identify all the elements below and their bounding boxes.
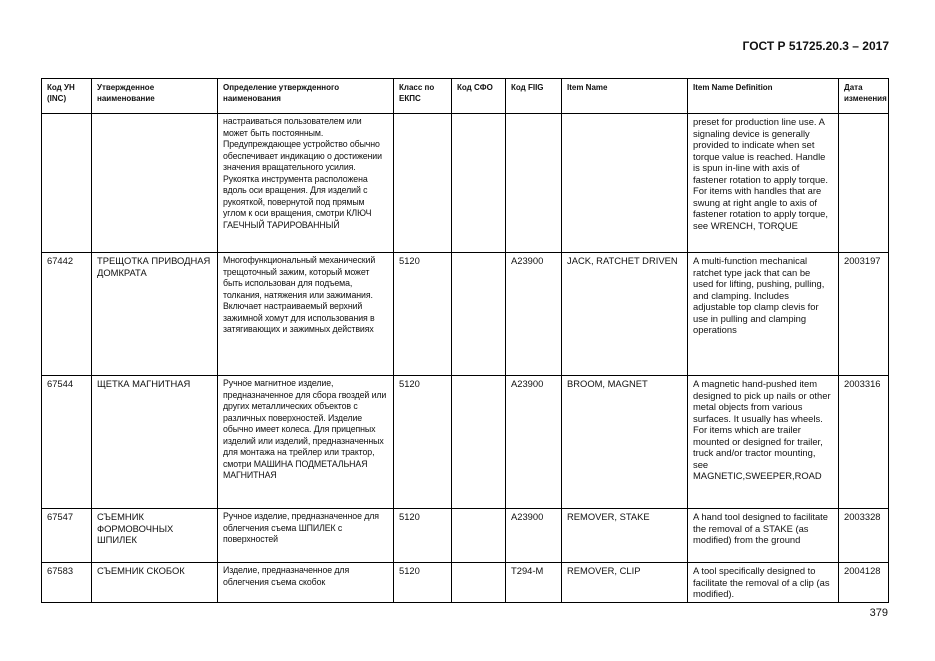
- table-row: [42, 253, 889, 376]
- column-header-item-name: Item Name: [562, 79, 688, 114]
- column-header-inc: Код УН (INC): [42, 79, 92, 114]
- cell-fiig: [506, 114, 562, 253]
- cell-item-definition: A hand tool designed to facilitate the removal of a STAKE (as modified) from the ground: [688, 509, 839, 563]
- cell-class: 5120: [394, 376, 452, 509]
- cell-inc: [42, 114, 92, 253]
- cell-item-name: REMOVER, CLIP: [562, 563, 688, 603]
- cell-inc: 67442: [42, 253, 92, 376]
- column-header-class: Класс по ЕКПС: [394, 79, 452, 114]
- cell-inc: 67583: [42, 563, 92, 603]
- cell-class: 5120: [394, 253, 452, 376]
- cell-sfo: [452, 253, 506, 376]
- table-row: [42, 563, 889, 603]
- cell-definition: Ручное изделие, предназначенное для облегчения съема ШПИЛЕК с поверхностей: [218, 509, 394, 563]
- cell-class: 5120: [394, 509, 452, 563]
- cell-name: СЪЕМНИК ФОРМОВОЧНЫХ ШПИЛЕК: [92, 509, 218, 563]
- cell-inc: 67547: [42, 509, 92, 563]
- cell-definition: Многофункциональный механический трещоточный зажим, который может быть использован для подъема, толкания, натяжения или зажимания. Включает настраиваемый верхний зажимной хомут для использования в затягивающих и зажимных действиях: [218, 253, 394, 376]
- header-row: [42, 79, 889, 114]
- cell-item-definition: preset for production line use. A signaling device is generally provided to indicate when set torque value is reached. Handle is spun in-line with axis of fastener rotation to apply torque. For items with handles that are swung at right angle to axis of fastener rotation to apply torque, see WRENCH, TORQUE: [688, 114, 839, 253]
- cell-item-definition: A tool specifically designed to facilitate the removal of a clip (as modified).: [688, 563, 839, 603]
- cell-fiig: T294-M: [506, 563, 562, 603]
- cell-name: ТРЕЩОТКА ПРИВОДНАЯ ДОМКРАТА: [92, 253, 218, 376]
- cell-name: ЩЕТКА МАГНИТНАЯ: [92, 376, 218, 509]
- cell-fiig: A23900: [506, 253, 562, 376]
- cell-inc: 67544: [42, 376, 92, 509]
- cell-name: [92, 114, 218, 253]
- cell-definition: Ручное магнитное изделие, предназначенное для сбора гвоздей или других металлических объектов с различных поверхностей. Изделие обычно имеет колеса. Для прицепных изделий или изделий, предназначенных для монтажа на трейлер или трактор, смотри МАШИНА ПОДМЕТАЛЬНАЯ МАГНИТНАЯ: [218, 376, 394, 509]
- column-header-fiig: Код FIIG: [506, 79, 562, 114]
- cell-date: [839, 114, 889, 253]
- document-id: ГОСТ Р 51725.20.3 – 2017: [742, 39, 889, 53]
- page-number: 379: [869, 607, 888, 619]
- cell-fiig: A23900: [506, 509, 562, 563]
- cell-name: СЪЕМНИК СКОБОК: [92, 563, 218, 603]
- cell-date: 2003328: [839, 509, 889, 563]
- cell-sfo: [452, 114, 506, 253]
- table-row: [42, 509, 889, 563]
- column-header-name: Утвержденное наименование: [92, 79, 218, 114]
- table-row: [42, 114, 889, 253]
- cell-sfo: [452, 509, 506, 563]
- column-header-date: Дата изменения: [839, 79, 889, 114]
- cell-date: 2003197: [839, 253, 889, 376]
- catalog-table: [41, 78, 889, 603]
- cell-item-definition: A magnetic hand-pushed item designed to pick up nails or other metal objects from various surfaces. It usually has wheels. For items which are trailer mounted or designed for trailer, truck and/or tractor mounting, see MAGNETIC,SWEEPER,ROAD: [688, 376, 839, 509]
- cell-sfo: [452, 376, 506, 509]
- cell-date: 2004128: [839, 563, 889, 603]
- cell-class: 5120: [394, 563, 452, 603]
- cell-item-name: JACK, RATCHET DRIVEN: [562, 253, 688, 376]
- cell-item-name: REMOVER, STAKE: [562, 509, 688, 563]
- column-header-definition: Определение утвержденного наименования: [218, 79, 394, 114]
- table-row: [42, 376, 889, 509]
- column-header-item-definition: Item Name Definition: [688, 79, 839, 114]
- cell-sfo: [452, 563, 506, 603]
- cell-class: [394, 114, 452, 253]
- column-header-sfo: Код СФО: [452, 79, 506, 114]
- cell-definition: Изделие, предназначенное для облегчения съема скобок: [218, 563, 394, 603]
- cell-definition: настраиваться пользователем или может быть постоянным. Предупреждающее устройство обычно обеспечивает индикацию о достижении значения вращательного усилия. Рукоятка инструмента расположена вдоль оси вращения. Для изделий с рукояткой, повернутой под прямым углом к оси вращения, смотри КЛЮЧ ГАЕЧНЫЙ ТАРИРОВАННЫЙ: [218, 114, 394, 253]
- cell-fiig: A23900: [506, 376, 562, 509]
- cell-item-name: [562, 114, 688, 253]
- cell-item-definition: A multi-function mechanical ratchet type jack that can be used for lifting, pushing, pulling, and clamping. Includes adjustable top clamp clevis for use in pulling and clamping operations: [688, 253, 839, 376]
- cell-date: 2003316: [839, 376, 889, 509]
- cell-item-name: BROOM, MAGNET: [562, 376, 688, 509]
